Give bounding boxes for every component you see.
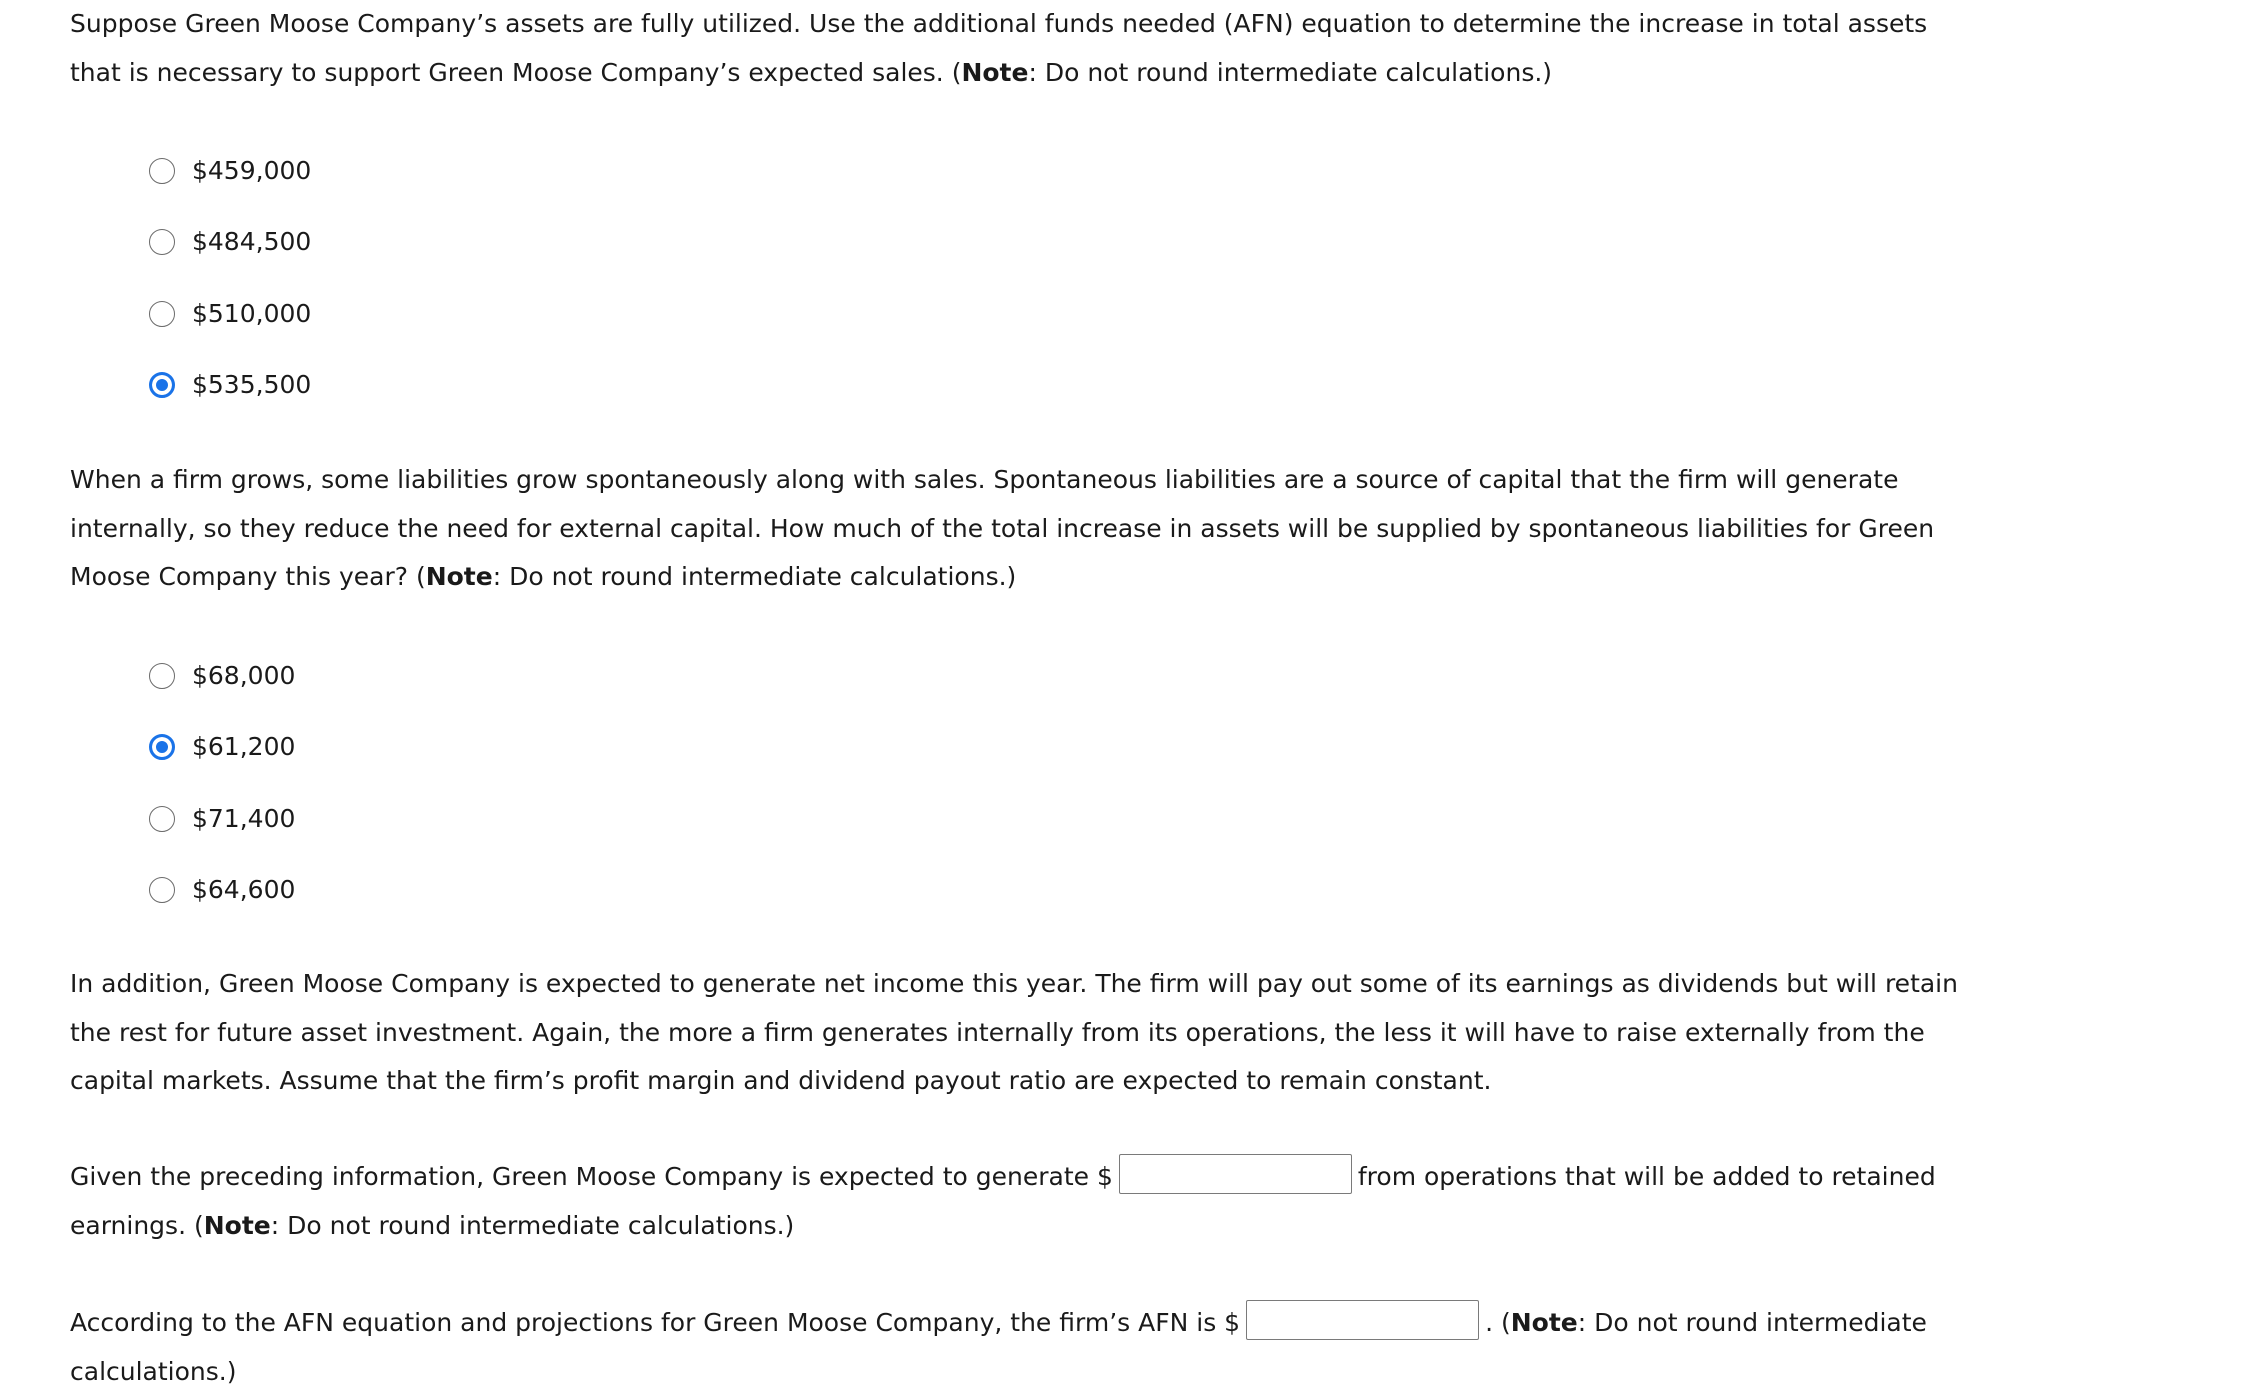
- option-label: $484,500: [192, 227, 312, 257]
- q1-option-4[interactable]: [149, 350, 749, 422]
- question-4-pre-text: Given the preceding information, Green Moose Company is expected to generate $: [70, 1162, 1113, 1191]
- question-1-text: [70, 0, 1970, 97]
- option-label: $68,000: [192, 660, 296, 690]
- option-label: $510,000: [192, 298, 312, 328]
- radio-button[interactable]: [149, 663, 175, 689]
- note-label: Note: [425, 562, 493, 591]
- question-2-note-text: : Do not round intermediate calculations.): [492, 562, 1017, 591]
- option-label: $61,200: [192, 732, 296, 762]
- afn-question: [70, 1299, 1970, 1396]
- note-label: Note: [1510, 1308, 1578, 1337]
- question-4-line-2: earnings. (: [70, 1210, 204, 1240]
- question-5-post-text: . (: [1485, 1308, 1511, 1337]
- option-label: $459,000: [192, 155, 312, 185]
- question-2-line-2: internally, so they reduce the need for external capital. How much of the total increase in assets will be supplied by spontaneous liabilities for Green: [70, 513, 1935, 543]
- afn-input[interactable]: [1246, 1300, 1479, 1340]
- q2-option-3[interactable]: [149, 783, 749, 855]
- question-2-line-3: Moose Company this year? (: [70, 562, 426, 591]
- q1-option-3[interactable]: [149, 278, 749, 350]
- retained-earnings-input[interactable]: [1119, 1154, 1352, 1194]
- question-5-note-text: : Do not round intermediate: [1577, 1308, 1927, 1337]
- radio-button[interactable]: [149, 806, 175, 832]
- q1-option-1[interactable]: [149, 135, 749, 207]
- question-1-options: [149, 135, 749, 421]
- question-2-text: [70, 456, 1970, 602]
- note-label: Note: [961, 57, 1029, 87]
- paragraph-3-line-2: the rest for future asset investment. Again, the more a firm generates internally from its operations, the less it will have to raise externally from the: [70, 1017, 1925, 1047]
- retained-earnings-question: [70, 1153, 1970, 1250]
- internal-funds-paragraph: [70, 960, 1970, 1106]
- radio-button[interactable]: [149, 877, 175, 903]
- question-1-line-1: Suppose Green Moose Company’s assets are fully utilized. Use the additional funds needed (AFN) equation to determine the increase in total assets: [70, 9, 1928, 38]
- question-4-note-text: : Do not round intermediate calculations.): [270, 1210, 795, 1240]
- q2-option-1[interactable]: [149, 640, 749, 712]
- radio-button[interactable]: [149, 301, 175, 327]
- q1-option-2[interactable]: [149, 207, 749, 279]
- q2-option-2[interactable]: [149, 712, 749, 784]
- question-4-post-text: from operations that will be added to retained: [1357, 1162, 1936, 1191]
- radio-button-selected[interactable]: [149, 372, 175, 398]
- radio-button[interactable]: [149, 229, 175, 255]
- option-label: $535,500: [192, 370, 312, 400]
- question-5-pre-text: According to the AFN equation and projections for Green Moose Company, the firm’s AFN is $: [70, 1308, 1241, 1337]
- paragraph-3-line-1: In addition, Green Moose Company is expected to generate net income this year. The firm will pay out some of its earnings as dividends but will retain: [70, 969, 1958, 998]
- note-label: Note: [203, 1210, 271, 1240]
- question-2-options: [149, 640, 749, 926]
- paragraph-3-line-3: capital markets. Assume that the firm’s profit margin and dividend payout ratio are expected to remain constant.: [70, 1066, 1492, 1095]
- question-1-note-text: : Do not round intermediate calculations.): [1028, 57, 1553, 87]
- radio-button-selected[interactable]: [149, 734, 175, 760]
- q2-option-4[interactable]: [149, 855, 749, 927]
- radio-button[interactable]: [149, 158, 175, 184]
- question-2-line-1: When a firm grows, some liabilities grow spontaneously along with sales. Spontaneous liabilities are a source of capital that the firm will generate: [70, 465, 1899, 494]
- option-label: $64,600: [192, 875, 296, 905]
- option-label: $71,400: [192, 803, 296, 833]
- question-1-line-2: that is necessary to support Green Moose Company’s expected sales. (: [70, 57, 962, 87]
- question-5-line-2: calculations.): [70, 1356, 237, 1386]
